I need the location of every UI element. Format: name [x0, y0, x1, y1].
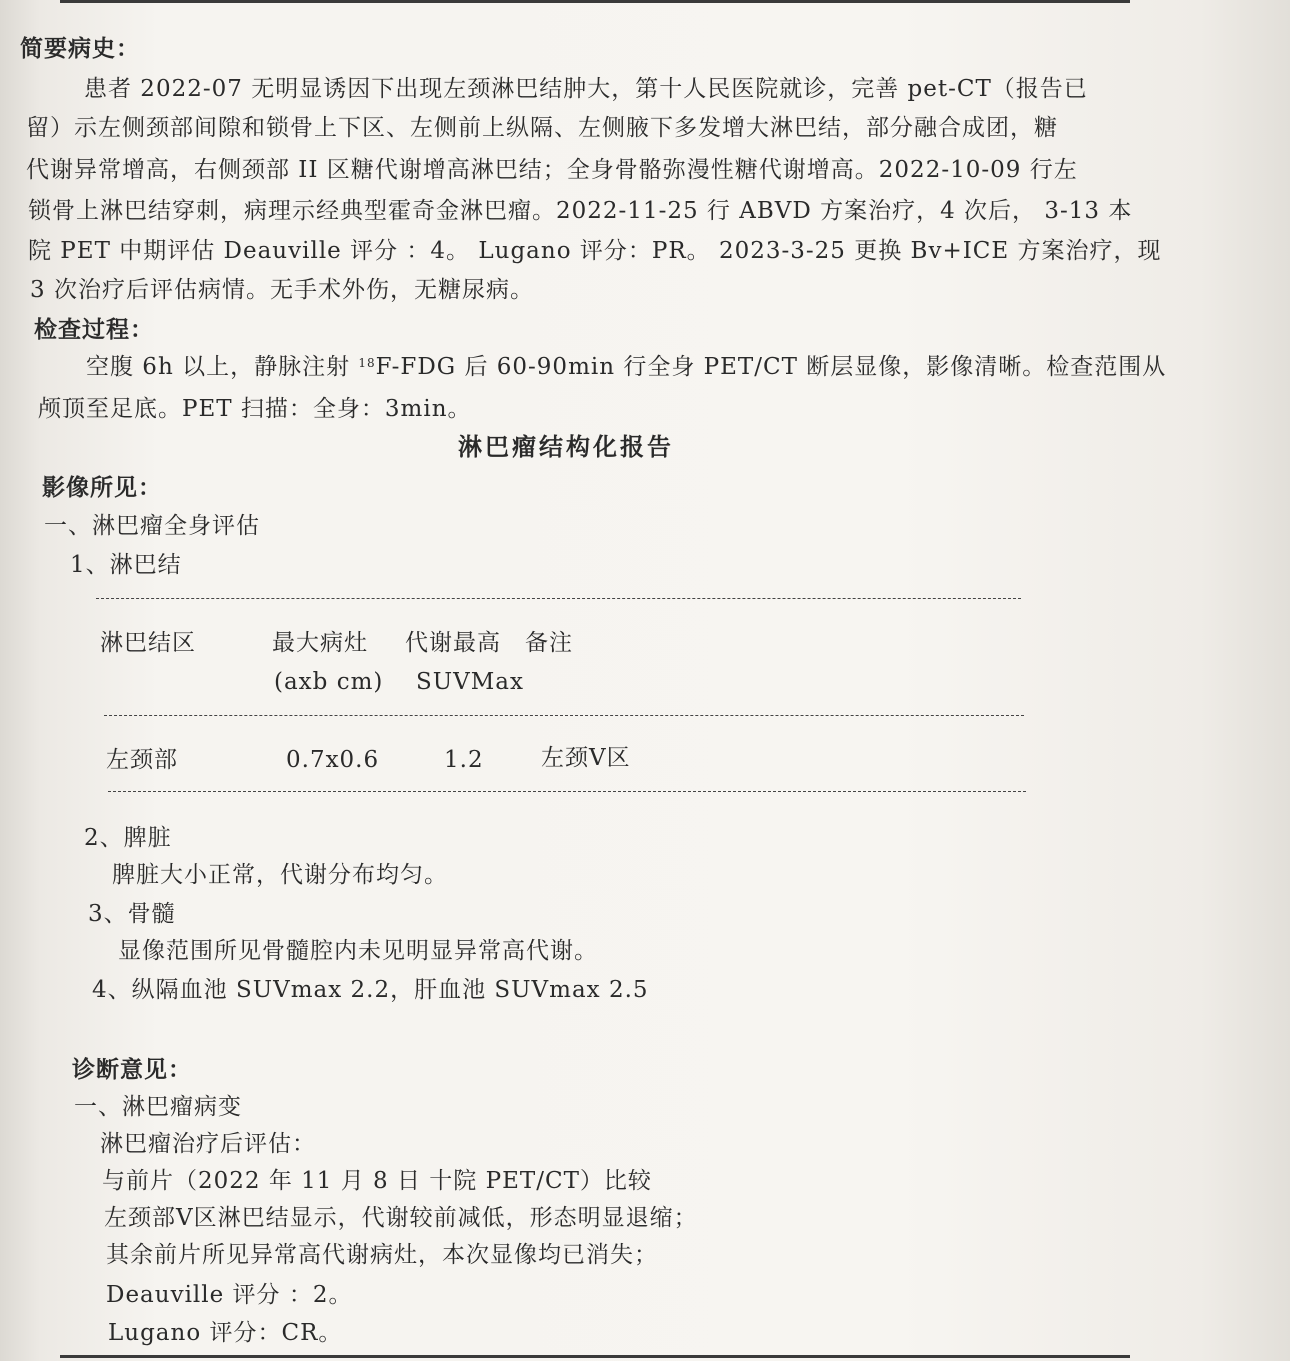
blood-pool-line: 4、纵隔血池 SUVmax 2.2，肝血池 SUVmax 2.5	[92, 977, 649, 1003]
exam-heading: 检查过程：	[34, 316, 154, 343]
diagnosis-heading: 诊断意见：	[72, 1056, 192, 1083]
history-line: 院 PET 中期评估 Deauville 评分 ：4。 Lugano 评分：PR。 2023-3-25 更换 Bv+ICE 方案治疗，现	[28, 238, 1162, 264]
report-title: 淋巴瘤结构化报告	[458, 432, 674, 461]
findings-section: 一、淋巴瘤全身评估	[44, 513, 260, 539]
diagnosis-section: 一、淋巴瘤病变	[74, 1094, 242, 1120]
table-cell: 左颈Ⅴ区	[541, 745, 631, 771]
table-cell: 1.2	[444, 747, 484, 773]
history-line: 留）示左侧颈部间隙和锁骨上下区、左侧前上纵隔、左侧腋下多发增大淋巴结，部分融合成团，糖	[26, 115, 1058, 141]
exam-line: 颅顶至足底。PET 扫描：全身：3min。	[38, 396, 472, 422]
table-subheader: (axb cm)	[274, 669, 384, 695]
bottom-rule	[60, 1355, 1130, 1358]
table-cell: 0.7x0.6	[286, 747, 380, 773]
table-subheader: SUVMax	[416, 669, 524, 695]
history-line: 锁骨上淋巴结穿刺，病理示经典型霍奇金淋巴瘤。2022-11-25 行 ABVD 方案治疗，4 次后， 3-13 本	[28, 198, 1133, 224]
spleen-text: 脾脏大小正常，代谢分布均匀。	[112, 862, 448, 888]
table-cell: 左颈部	[106, 747, 178, 773]
diagnosis-line: 其余前片所见异常高代谢病灶，本次显像均已消失；	[106, 1242, 658, 1268]
history-line: 代谢异常增高，右侧颈部 II 区糖代谢增高淋巴结；全身骨骼弥漫性糖代谢增高。2022-10-09 行左	[26, 157, 1078, 183]
diagnosis-line: 与前片（2022 年 11 月 8 日 十院 PET/CT）比较	[102, 1168, 652, 1194]
isotope-superscript: 18	[358, 356, 376, 370]
diagnosis-line: Deauville 评分 ：2。	[106, 1282, 353, 1308]
table-rule	[108, 791, 1026, 792]
table-header: 最大病灶	[272, 630, 368, 656]
diagnosis-line: 淋巴瘤治疗后评估：	[100, 1131, 316, 1157]
table-rule	[96, 598, 1021, 599]
diagnosis-line: 左颈部Ⅴ区淋巴结显示，代谢较前减低，形态明显退缩；	[104, 1205, 698, 1231]
findings-heading: 影像所见：	[42, 474, 162, 501]
top-rule	[60, 0, 1130, 3]
history-heading: 简要病史：	[20, 35, 140, 62]
marrow-subheading: 3、骨髓	[88, 901, 176, 927]
marrow-text: 显像范围所见骨髓腔内未见明显异常高代谢。	[118, 938, 598, 964]
history-line: 患者 2022-07 无明显诱因下出现左颈淋巴结肿大，第十人民医院就诊，完善 pet-CT（报告已	[84, 76, 1088, 102]
table-rule	[104, 715, 1024, 716]
spleen-subheading: 2、脾脏	[84, 825, 172, 851]
table-header: 淋巴结区	[100, 630, 196, 656]
diagnosis-line: Lugano 评分：CR。	[108, 1320, 343, 1346]
lymph-node-subheading: 1、淋巴结	[70, 552, 182, 578]
history-line: 3 次治疗后评估病情。无手术外伤，无糖尿病。	[30, 277, 534, 303]
table-header: 代谢最高	[405, 630, 501, 656]
exam-line: 空腹 6h 以上，静脉注射 $^{18}$F-FDG 后 60-90min 行全身 PET/CT 断层显像，影像清晰。检查范围从	[86, 354, 1167, 380]
table-header: 备注	[525, 630, 573, 656]
